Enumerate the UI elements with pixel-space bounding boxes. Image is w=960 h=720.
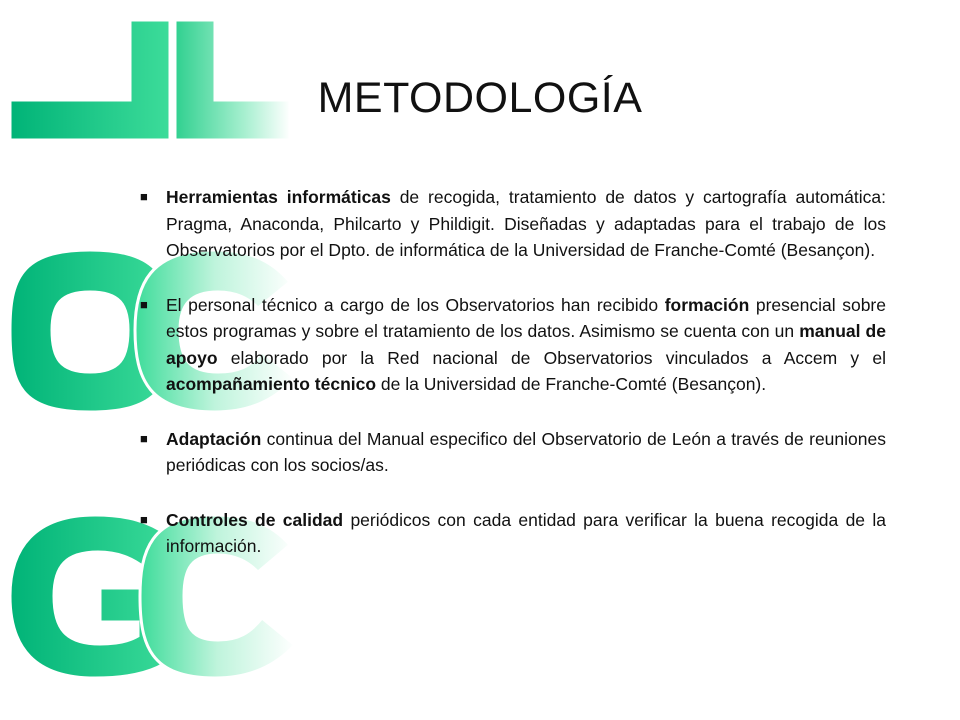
bullet-bold-text: manual de apoyo <box>166 321 886 368</box>
bullet-text: presencial sobre estos programas y sobre el tratamiento de los datos. Asimismo se cuenta con un <box>166 294 886 341</box>
bullet-item <box>140 426 886 479</box>
bullet-square-icon: ■ <box>140 296 148 312</box>
bullet-square-icon: ■ <box>140 430 148 446</box>
bullet-list <box>140 184 886 588</box>
bullet-text: elaborado por la Red nacional de Observatorios vinculados a Accem y el <box>217 347 886 368</box>
bullet-bold-text: formación <box>664 294 750 315</box>
bullet-bold-text: acompañamiento técnico <box>166 374 377 394</box>
bullet-bold-text: Controles de calidad <box>166 509 344 530</box>
bullet-text: El personal técnico a cargo de los Observatorios han recibido <box>166 294 665 315</box>
bullet-text: de la Universidad de Franche-Comté (Besançon). <box>376 374 767 394</box>
bullet-bold-text: Adaptación <box>166 428 262 449</box>
bullet-square-icon: ■ <box>140 189 148 204</box>
bullet-item <box>140 184 886 264</box>
slide-title: METODOLOGÍA <box>317 74 643 122</box>
bullet-item <box>140 292 886 398</box>
bullet-bold-text: Herramientas informáticas <box>166 187 391 207</box>
bullet-item <box>140 507 886 560</box>
bullet-square-icon: ■ <box>140 511 148 527</box>
bullet-text: de recogida, tratamiento de datos y cartografía automática: Pragma, Anaconda, Philcarto y Phildigit. Diseñadas y adaptadas para el trabajo de los Observatorios por el Dpto. de informática de la Universidad de Franche-Comté (Besançon). <box>166 187 886 260</box>
bullet-text: periódicos con cada entidad para verificar la buena recogida de la información. <box>166 509 887 556</box>
bullet-text: continua del Manual especifico del Observatorio de León a través de reuniones periódicas con los socios/as. <box>166 428 886 475</box>
